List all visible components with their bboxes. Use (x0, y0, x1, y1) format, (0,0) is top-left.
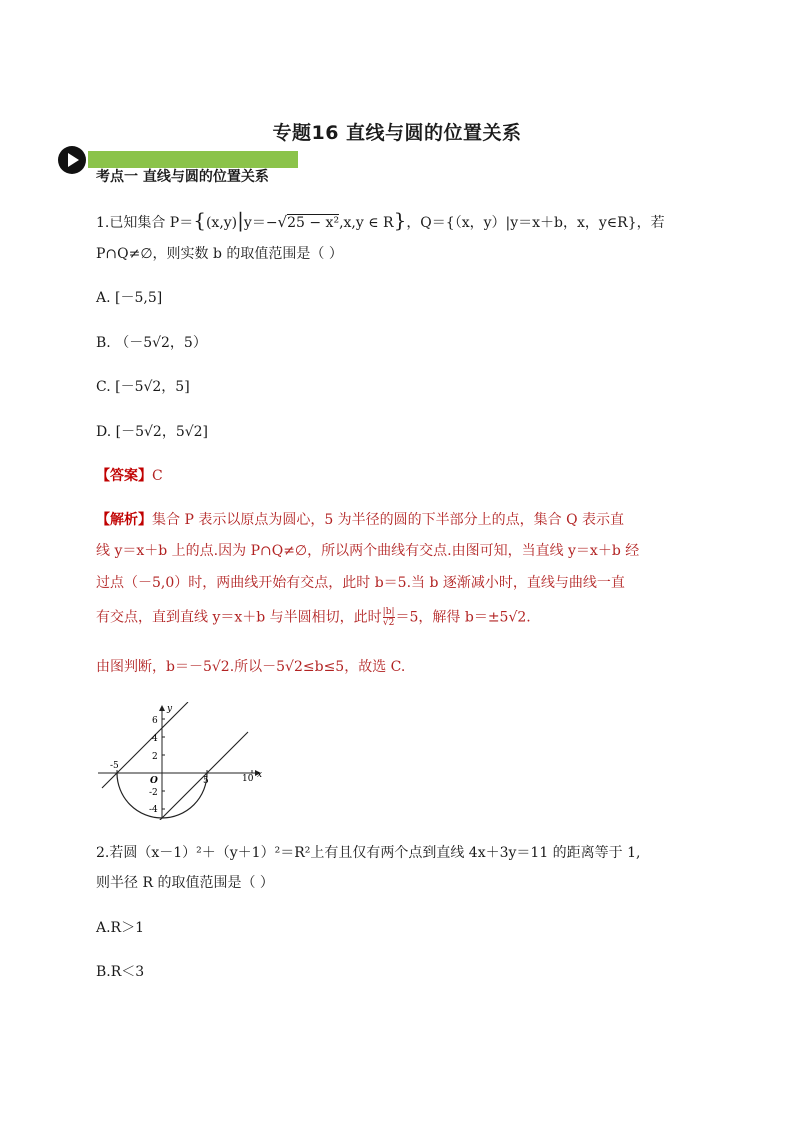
answer-line (96, 466, 163, 486)
y-axis-label: y (167, 704, 173, 714)
q2-option-a: A.R＞1 (96, 920, 145, 936)
tick-label-neg4: -4 (149, 805, 158, 815)
tangent-line (152, 732, 248, 820)
tick-label-neg2: -2 (149, 788, 158, 798)
q1-line-1: 1.已知集合 P＝{(x,y)|y＝−√25 − x²,x,y ∈ R}，Q＝{（x，y）|y＝x＋b，x，y∈R}，若 (96, 208, 665, 232)
origin-label: O (150, 776, 158, 786)
semicircle-line-figure (96, 702, 266, 820)
analysis-line-4 (96, 607, 531, 628)
tick-label-5: 5 (203, 776, 209, 786)
q1-set-element: (x,y) (205, 215, 238, 231)
tick-label-4: 4 (152, 734, 158, 744)
analysis-text-1: 集合 P 表示以原点为圆心，5 为半径的圆的下半部分上的点，集合 Q 表示直 (152, 512, 625, 528)
q1-stem-start: 1.已知集合 P＝ (96, 215, 194, 231)
q1-line-2: P∩Q≠∅，则实数 b 的取值范围是（ ） (96, 246, 343, 262)
analysis-line-1 (96, 510, 624, 530)
x-axis-label: x (257, 770, 263, 780)
q1-option-c: C. [－5√2，5] (96, 379, 190, 395)
q1-option-b: B. （－5√2，5） (96, 335, 207, 351)
analysis-label: 【解析】 (96, 512, 152, 528)
answer-value: C (152, 468, 163, 484)
q1-set-condition: y＝− (243, 215, 278, 231)
q1-option-d: D. [－5√2，5√2] (96, 424, 209, 440)
fraction-numerator: |b| (382, 607, 395, 617)
analysis-fraction (383, 607, 395, 628)
analysis-text-4b: ＝5，解得 b＝±5√2. (395, 609, 531, 626)
q2-option-b: B.R＜3 (96, 964, 145, 980)
line-b-equals-5 (102, 702, 188, 788)
fraction-denominator: √2 (382, 618, 395, 628)
analysis-line-3: 过点（－5,0）时，两曲线开始有交点，此时 b＝5.当 b 逐渐减小时，直线与曲线一直 (96, 575, 625, 591)
tick-label-6: 6 (152, 716, 158, 726)
page-title: 专题16 直线与圆的位置关系 (272, 122, 522, 144)
q1-radicand: 25 − x² (287, 215, 340, 231)
tick-label-2: 2 (152, 752, 158, 762)
q1-option-a: A. [－5,5] (96, 290, 163, 306)
analysis-line-5: 由图判断，b＝－5√2.所以－5√2≤b≤5，故选 C. (96, 659, 406, 675)
q2-line-1: 2.若圆（x－1）²＋（y＋1）²＝R²上有且仅有两个点到直线 4x＋3y＝11 的距离等于 1, (96, 845, 641, 861)
analysis-line-2: 线 y＝x＋b 上的点.因为 P∩Q≠∅，所以两个曲线有交点.由图可知，当直线 y＝x＋b 经 (96, 543, 640, 559)
tick-label-10: 10 (242, 774, 254, 784)
section-heading: 考点一 直线与圆的位置关系 (96, 169, 269, 185)
q1-set-domain: ,x,y ∈ R (339, 215, 394, 231)
answer-label: 【答案】 (96, 468, 152, 484)
q2-line-2: 则半径 R 的取值范围是（ ） (96, 875, 274, 891)
q1-stem-end: ，Q＝{（x，y）|y＝x＋b，x，y∈R}，若 (406, 215, 665, 231)
play-arrow-icon (58, 146, 86, 174)
tick-label-neg5: -5 (110, 761, 119, 771)
analysis-text-4a: 有交点，直到直线 y＝x＋b 与半圆相切，此时 (96, 609, 382, 626)
